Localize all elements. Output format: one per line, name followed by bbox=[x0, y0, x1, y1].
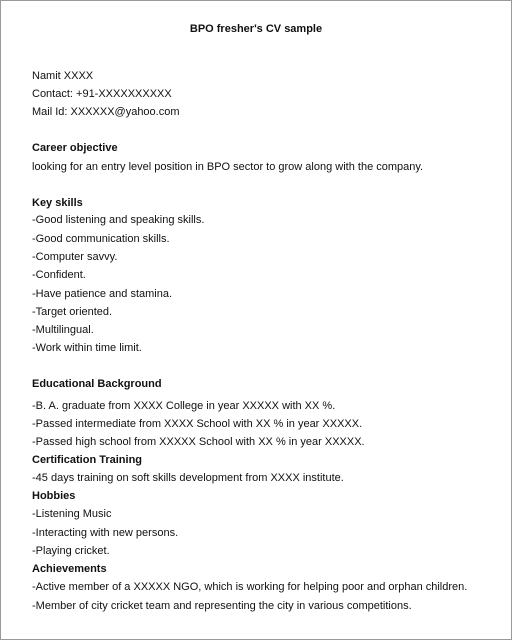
certification-heading: Certification Training bbox=[32, 454, 143, 466]
contact-email: Mail Id: XXXXXX@yahoo.com bbox=[32, 106, 180, 118]
education-heading: Educational Background bbox=[32, 378, 162, 390]
key-skill-item: -Have patience and stamina. bbox=[32, 288, 173, 300]
achievements-heading: Achievements bbox=[32, 563, 107, 575]
hobby-item: -Interacting with new persons. bbox=[32, 527, 179, 539]
key-skill-item: -Good listening and speaking skills. bbox=[32, 214, 205, 226]
education-item: -Passed high school from XXXXX School with XX % in year XXXXX. bbox=[32, 436, 365, 448]
hobbies-heading: Hobbies bbox=[32, 490, 76, 502]
achievement-item: -Member of city cricket team and representing the city in various competitions. bbox=[32, 600, 412, 612]
document-title: BPO fresher's CV sample bbox=[189, 23, 323, 35]
key-skills-heading: Key skills bbox=[32, 197, 83, 209]
achievement-item: -Active member of a XXXXX NGO, which is working for helping poor and orphan children. bbox=[32, 581, 468, 593]
key-skill-item: -Target oriented. bbox=[32, 306, 113, 318]
certification-item: -45 days training on soft skills development from XXXX institute. bbox=[32, 472, 344, 484]
key-skill-item: -Computer savvy. bbox=[32, 251, 118, 263]
career-objective-text: looking for an entry level position in BPO sector to grow along with the company. bbox=[32, 161, 424, 173]
key-skill-item: -Confident. bbox=[32, 269, 86, 281]
key-skill-item: -Multilingual. bbox=[32, 324, 94, 336]
contact-phone: Contact: +91-XXXXXXXXXX bbox=[32, 88, 172, 100]
hobby-item: -Playing cricket. bbox=[32, 545, 110, 557]
contact-name: Namit XXXX bbox=[32, 70, 94, 82]
key-skill-item: -Good communication skills. bbox=[32, 233, 170, 245]
career-objective-heading: Career objective bbox=[32, 142, 118, 154]
hobby-item: -Listening Music bbox=[32, 508, 112, 520]
key-skill-item: -Work within time limit. bbox=[32, 342, 142, 354]
education-item: -Passed intermediate from XXXX School with XX % in year XXXXX. bbox=[32, 418, 363, 430]
education-item: -B. A. graduate from XXXX College in year XXXXX with XX %. bbox=[32, 400, 336, 412]
